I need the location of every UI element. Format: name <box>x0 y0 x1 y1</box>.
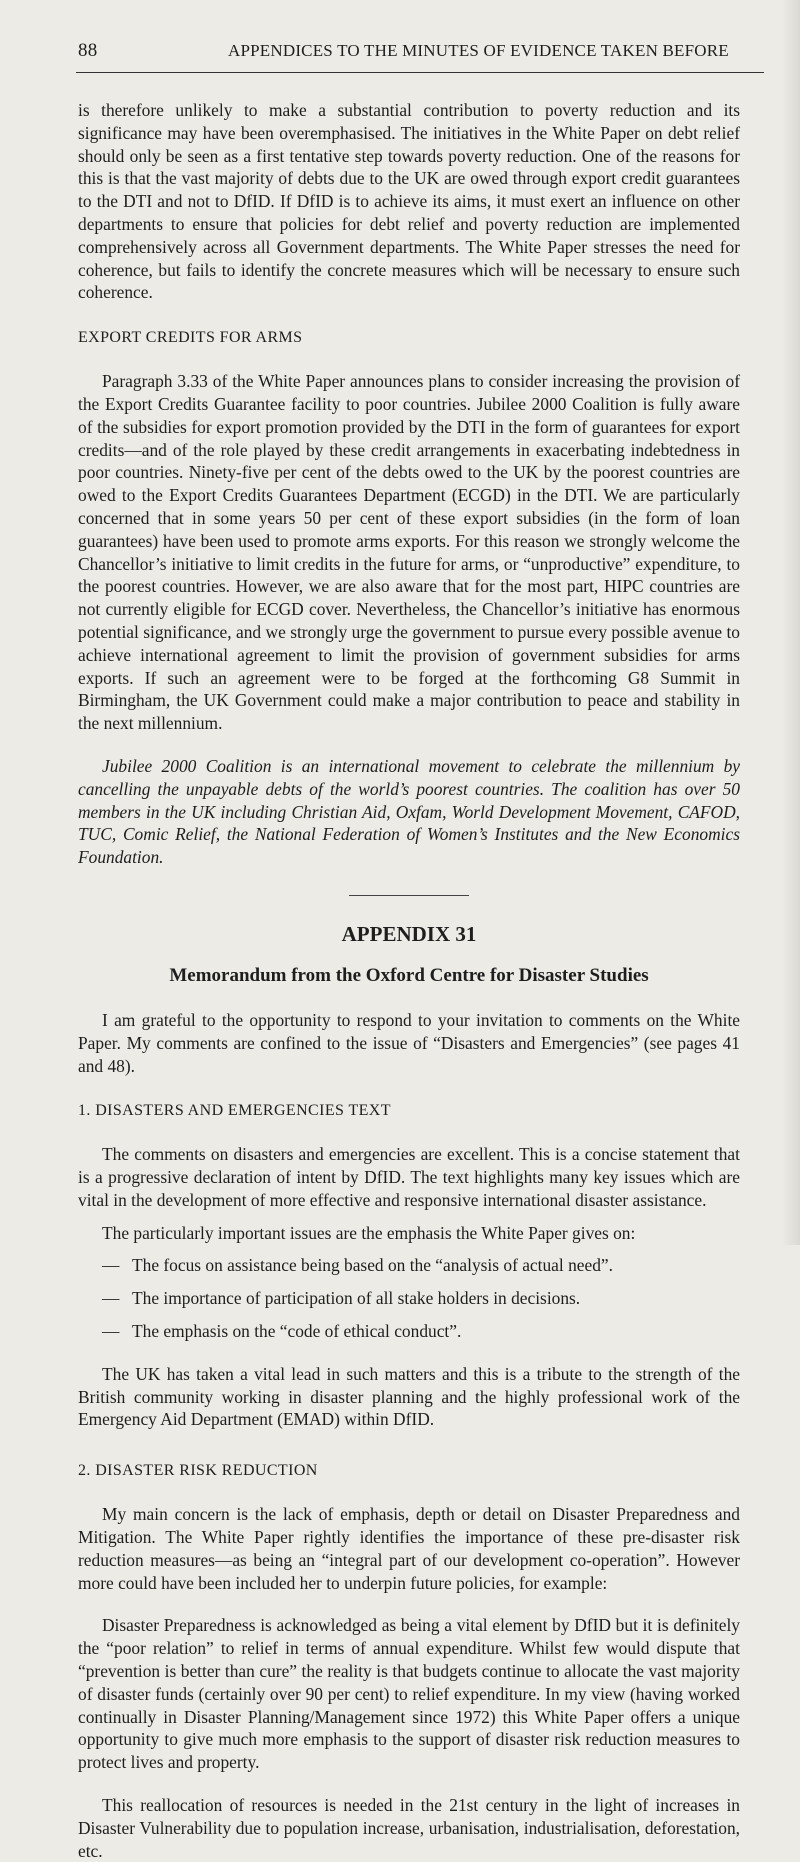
paragraph-uk-lead: The UK has taken a vital lead in such matters and this is a tribute to the strength of the British community working in disaster planning and the highly professional work of the Emergency Aid Department (EMAD) within DfID. <box>78 1363 740 1430</box>
appendix-title: APPENDIX 31 <box>341 921 477 946</box>
issues-list <box>78 1254 740 1342</box>
document-page <box>78 40 740 1862</box>
running-title: APPENDICES TO THE MINUTES OF EVIDENCE TAKEN BEFORE <box>228 41 729 60</box>
paragraph-issues-intro: The particularly important issues are the emphasis the White Paper gives on: <box>102 1222 636 1243</box>
running-header <box>78 40 740 62</box>
paragraph-jubilee-coalition: Jubilee 2000 Coalition is an international movement to celebrate the millennium by cancelling the unpayable debts of the world’s poorest countries. The coalition has over 50 members in the UK including Christian Aid, Oxfam, World Development Movement, CAFOD, TUC, Comic Relief, the National Federation of Women’s Institutes and the New Economics Foundation. <box>78 755 740 868</box>
list-item: — The importance of participation of all stake holders in decisions. <box>102 1288 581 1309</box>
section-heading-risk-reduction: 2. DISASTER RISK REDUCTION <box>78 1462 318 1480</box>
section-heading-export-credits: EXPORT CREDITS FOR ARMS <box>78 329 303 347</box>
section-divider <box>349 895 469 896</box>
list-item: — The focus on assistance being based on the “analysis of actual need”. <box>102 1255 613 1276</box>
page-number: 88 <box>78 40 98 61</box>
paragraph-intro: is therefore unlikely to make a substantial contribution to poverty reduction and its significance may have been overemphasised. The initiatives in the White Paper on debt relief should only be seen as a first tentative step towards poverty reduction. One of the reasons for this is that the vast majority of debts due to the UK are owed through export credit guarantees to the DTI and not to DfID. If DfID is to achieve its aims, it must exert an influence on other departments to ensure that policies for debt relief and poverty reduction are implemented comprehensively across all Government departments. The White Paper stresses the need for coherence, but fails to identify the concrete measures which will be necessary to ensure such coherence. <box>78 100 740 303</box>
dash-bullet: — <box>102 1288 120 1309</box>
list-item: — The emphasis on the “code of ethical conduct”. <box>102 1321 462 1342</box>
dash-bullet: — <box>102 1255 120 1276</box>
dash-bullet: — <box>102 1321 120 1342</box>
paragraph-preparedness: Disaster Preparedness is acknowledged as being a vital element by DfID but it is definitely the “poor relation” to relief in terms of annual expenditure. Whilst few would dispute that “prevention is better than cure” the reality is that budgets continue to allocate the vast majority of disaster funds (certainly over 90 per cent) to relief expenditure. In my view (having worked continually in Disaster Planning/Management since 1972) this White Paper offers a unique opportunity to give much more emphasis to the support of disaster risk reduction measures to protect lives and property. <box>78 1615 740 1773</box>
paragraph-comments: The comments on disasters and emergencies are excellent. This is a concise statement that is a progressive declaration of intent by DfID. The text highlights many key issues which are vital in the development of more effective and responsive international disaster assistance. <box>78 1144 740 1210</box>
section-heading-disasters: 1. DISASTERS AND EMERGENCIES TEXT <box>78 1102 391 1120</box>
paragraph-grateful: I am grateful to the opportunity to respond to your invitation to comments on the White Paper. My comments are confined to the issue of “Disasters and Emergencies” (see pages 41 and 48). <box>78 1009 740 1076</box>
paragraph-export-credits: Paragraph 3.33 of the White Paper announces plans to consider increasing the provision of the Export Credits Guarantee facility to poor countries. Jubilee 2000 Coalition is fully aware of the subsidies for export promotion provided by the DTI in the form of guarantees for export credits—and of the role played by these credit arrangements in exacerbating indebtedness in poor countries. Ninety-five per cent of the debts owed to the UK by the poorest countries are owed to the Export Credits Guarantees Department (ECGD) in the DTI. We are particularly concerned that in some years 50 per cent of these export subsidies (in the form of loan guarantees) have been used to promote arms exports. For this reason we strongly welcome the Chancellor’s initiative to limit credits in the future for arms, or “unproductive” expenditure, to the poorest countries. However, we are also aware that for the most part, HIPC countries are not currently eligible for ECGD cover. Nevertheless, the Chancellor’s initiative has enormous potential significance, and we strongly urge the government to pursue every possible avenue to achieve international agreement to limit the provision of government subsidies for arms exports. If such an agreement were to be forged at the forthcoming G8 Summit in Birmingham, the UK Government could make a major contribution to peace and stability in the next millennium. <box>78 371 740 734</box>
paragraph-main-concern: My main concern is the lack of emphasis, depth or detail on Disaster Preparedness and Mitigation. The White Paper rightly identifies the importance of these pre-disaster risk reduction measures—as being an “integral part of our development co-operation”. However more could have been included her to underpin future policies, for example: <box>78 1504 740 1593</box>
appendix-subtitle: Memorandum from the Oxford Centre for Disaster Studies <box>169 964 649 986</box>
paragraph-reallocation: This reallocation of resources is needed in the 21st century in the light of increases in Disaster Vulnerability due to population increase, urbanisation, industrialisation, deforestation, etc. <box>78 1795 740 1861</box>
page-edge-shadow <box>782 0 800 1245</box>
